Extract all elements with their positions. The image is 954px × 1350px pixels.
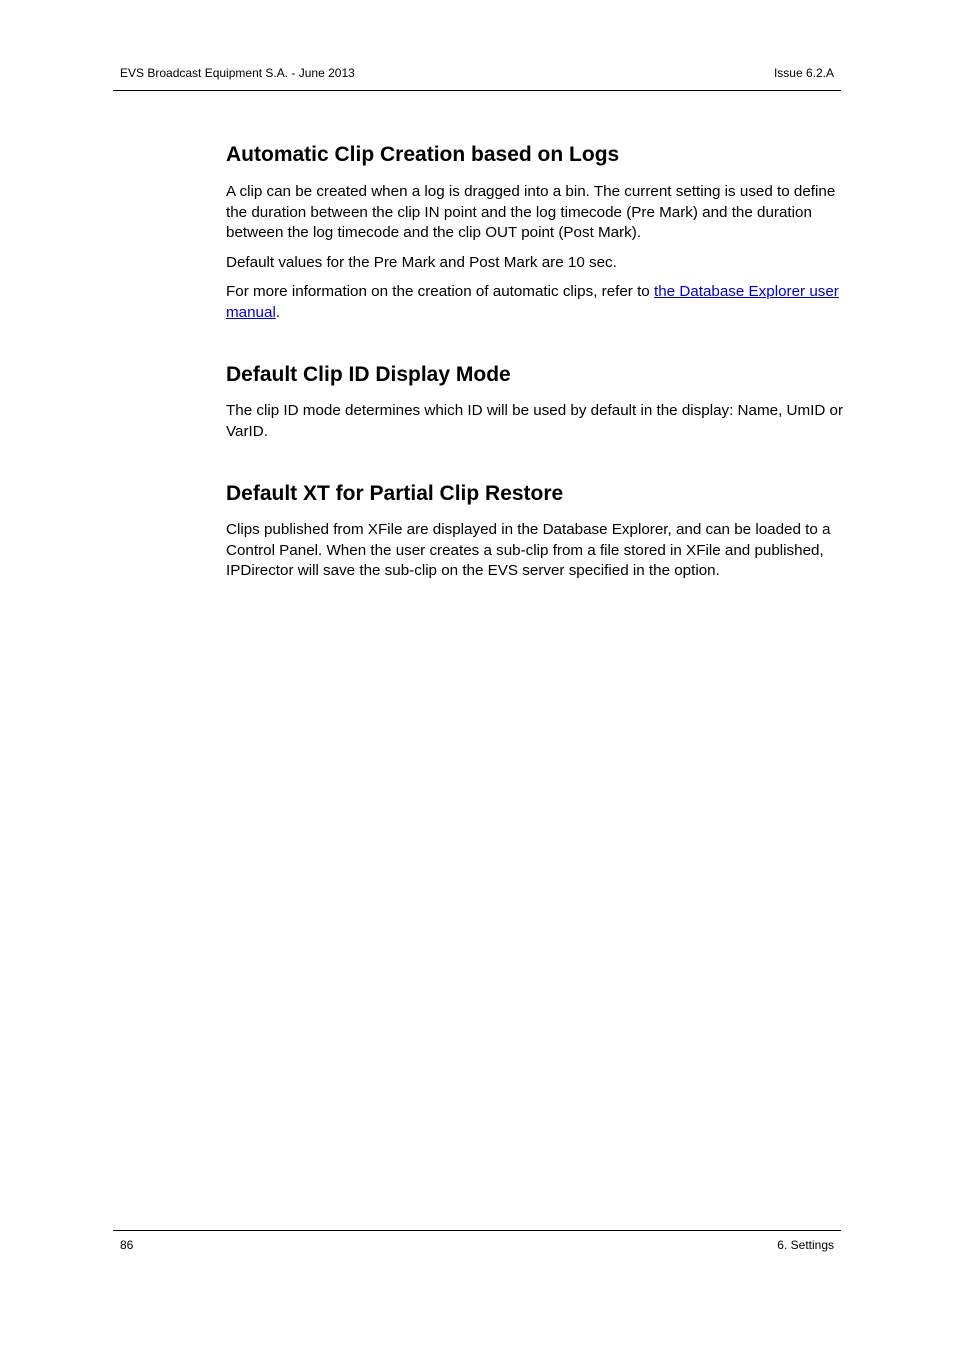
chapter-label: 6. Settings (777, 1238, 834, 1252)
paragraph-text: . (275, 303, 281, 321)
paragraph-with-link (226, 282, 844, 323)
page-number: 86 (120, 1238, 134, 1252)
section-title: Default XT for Partial Clip Restore (226, 482, 564, 505)
page-footer (113, 1230, 841, 1252)
header-issue: Issue 6.2.A (773, 66, 834, 80)
header-publisher-date: EVS Broadcast Equipment S.A. - June 2013 (120, 66, 355, 80)
database-explorer-manual-link[interactable]: the Database Explorer user manual (226, 283, 839, 321)
section-automatic-clip-creation (226, 140, 844, 323)
section-title: Default Clip ID Display Mode (226, 363, 511, 386)
paragraph-text: For more information on the creation of automatic clips, refer to (226, 283, 654, 300)
section-title: Automatic Clip Creation based on Logs (226, 143, 620, 166)
section-default-xt-partial-clip-restore (226, 479, 844, 582)
paragraph: Default values for the Pre Mark and Post Mark are 10 sec. (226, 253, 617, 271)
paragraph: The clip ID mode determines which ID will be used by default in the display: Name, UmID or VarID. (226, 402, 844, 440)
page-content (226, 140, 844, 582)
section-default-clip-id-display-mode (226, 360, 844, 442)
paragraph: A clip can be created when a log is dragged into a bin. The current setting is used to define the duration between the clip IN point and the log timecode (Pre Mark) and the duration between the log timecode and the clip OUT point (Post Mark). (226, 183, 836, 241)
page-header (113, 62, 841, 91)
paragraph: Clips published from XFile are displayed in the Database Explorer, and can be loaded to a Control Panel. When the user creates a sub-clip from a file stored in XFile and published, IPDirector will save the sub-clip on the EVS server specified in the option. (226, 521, 831, 579)
